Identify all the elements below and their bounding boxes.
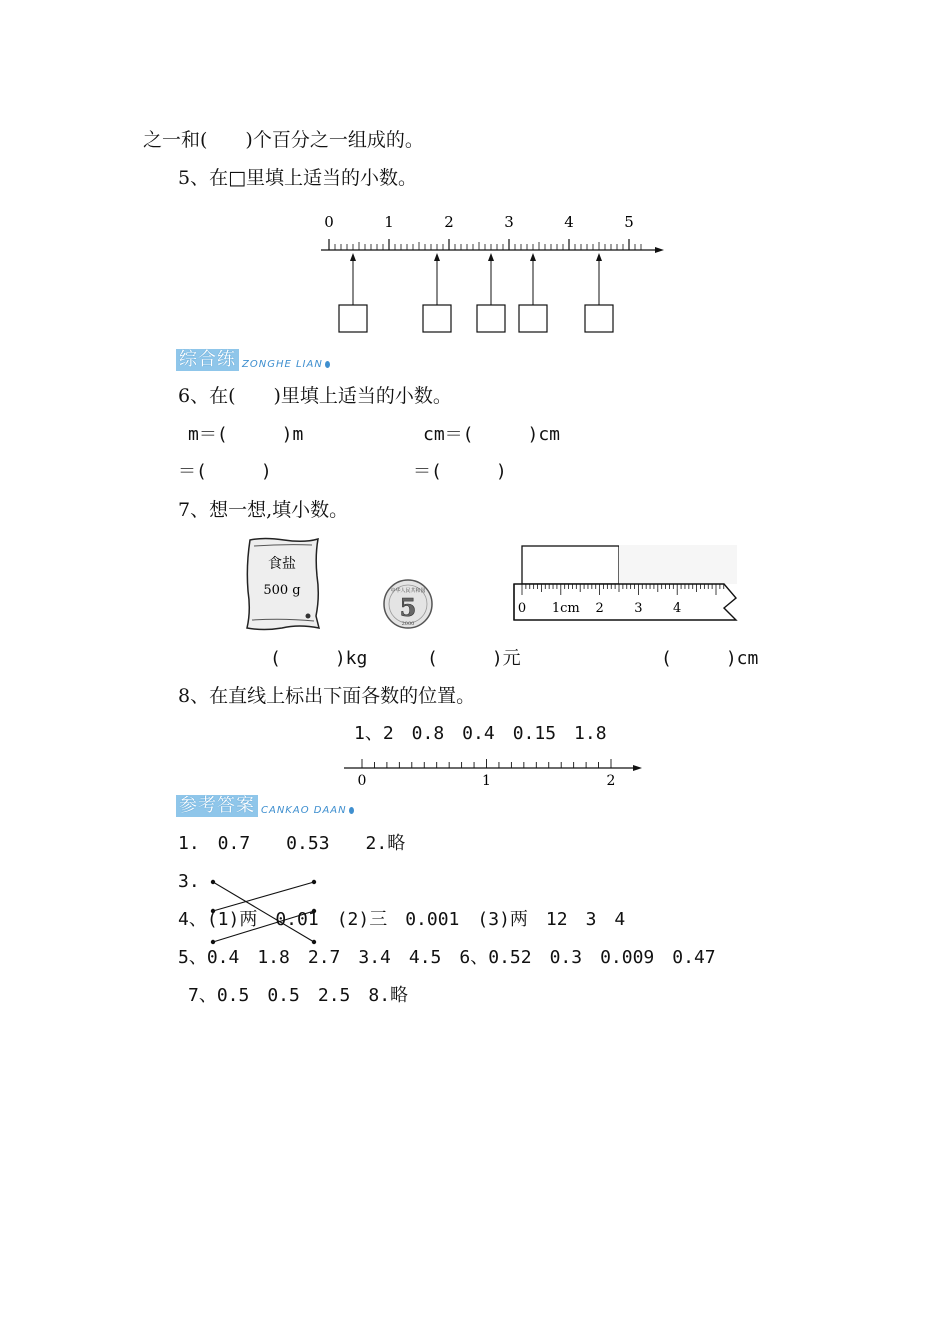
practice-badge-label: 综合练 [176,349,239,371]
answer-4: 4、(1)两 0.01 (2)三 0.001 (3)两 12 3 4 [178,909,626,930]
number-line-label: 1 [482,773,491,789]
ruler-label: 2 [595,601,604,616]
question-5-title: 5、在□里填上适当的小数。 [178,167,418,189]
q8-numbers: 1、2 0.8 0.4 0.15 1.8 [354,723,607,744]
number-line-label: 0 [324,213,334,231]
drop-icon [325,361,330,368]
question-7-title: 7、想一想,填小数。 [178,499,349,521]
question-6-title: 6、在( )里填上适当的小数。 [178,385,452,407]
answer-box-with-arrow [519,253,547,332]
question-4-continuation: 之一和( )个百分之一组成的。 [143,129,424,151]
practice-section-badge [176,349,330,371]
number-line-label: 2 [606,773,616,789]
answer-box-with-arrow [339,253,367,332]
number-line-0-5 [315,205,665,340]
answer-box [585,305,613,332]
answer-box [339,305,367,332]
q7-blank-yuan: ( )元 [427,648,521,669]
ruler-label: 3 [634,601,643,616]
answer-box-with-arrow [423,253,451,332]
number-line-label: 3 [504,213,514,231]
coin-image [379,578,437,630]
question-8-title: 8、在直线上标出下面各数的位置。 [178,685,476,707]
drop-icon [349,807,354,814]
number-line-label: 4 [564,213,574,231]
salt-bag-image [244,536,324,632]
answer-1-2: 1. 0.7 0.53 2.略 [178,833,406,854]
ruler-label: 4 [673,601,682,616]
coin-value: 5 [399,593,417,622]
salt-bag-weight: 500 g [263,583,301,598]
practice-badge-pinyin: ZONGHE LIAN [242,359,323,370]
ruler-label: 0 [517,601,527,616]
salt-bag-name: 食盐 [268,556,296,572]
coin-top-text: 中华人民共和国 [390,588,426,594]
q6-blank-m: m＝( )m [188,424,304,445]
answer-box [423,305,451,332]
q6-blank-3: ＝( ) [178,461,272,482]
number-line-label: 5 [624,213,634,231]
answer-5-6: 5、0.4 1.8 2.7 3.4 4.5 6、0.52 0.3 0.009 0.47 [178,947,716,968]
number-line-label: 2 [444,213,454,231]
answer-badge-pinyin: CANKAO DAAN [261,805,347,816]
answer-badge-label: 参考答案 [176,795,258,817]
coin-year: 2000 [401,621,415,627]
answer-3: 3. [178,871,200,892]
answer-box [519,305,547,332]
number-line-label: 0 [357,773,367,789]
q6-blank-4: ＝( ) [413,461,507,482]
answer-box-with-arrow [585,253,613,332]
answer-section-badge [176,795,354,817]
ruler-image [510,540,742,625]
q7-blank-cm: ( )cm [661,648,759,669]
answer-box-with-arrow [477,253,505,332]
q6-blank-cm: cm＝( )cm [423,424,561,445]
number-line-label: 1 [384,213,394,231]
q7-blank-kg: ( )kg [270,648,368,669]
number-line-0-2 [340,755,645,791]
answer-7-8: 7、0.5 0.5 2.5 8.略 [188,985,409,1006]
ruler-label: 1cm [551,601,580,616]
answer-box [477,305,505,332]
